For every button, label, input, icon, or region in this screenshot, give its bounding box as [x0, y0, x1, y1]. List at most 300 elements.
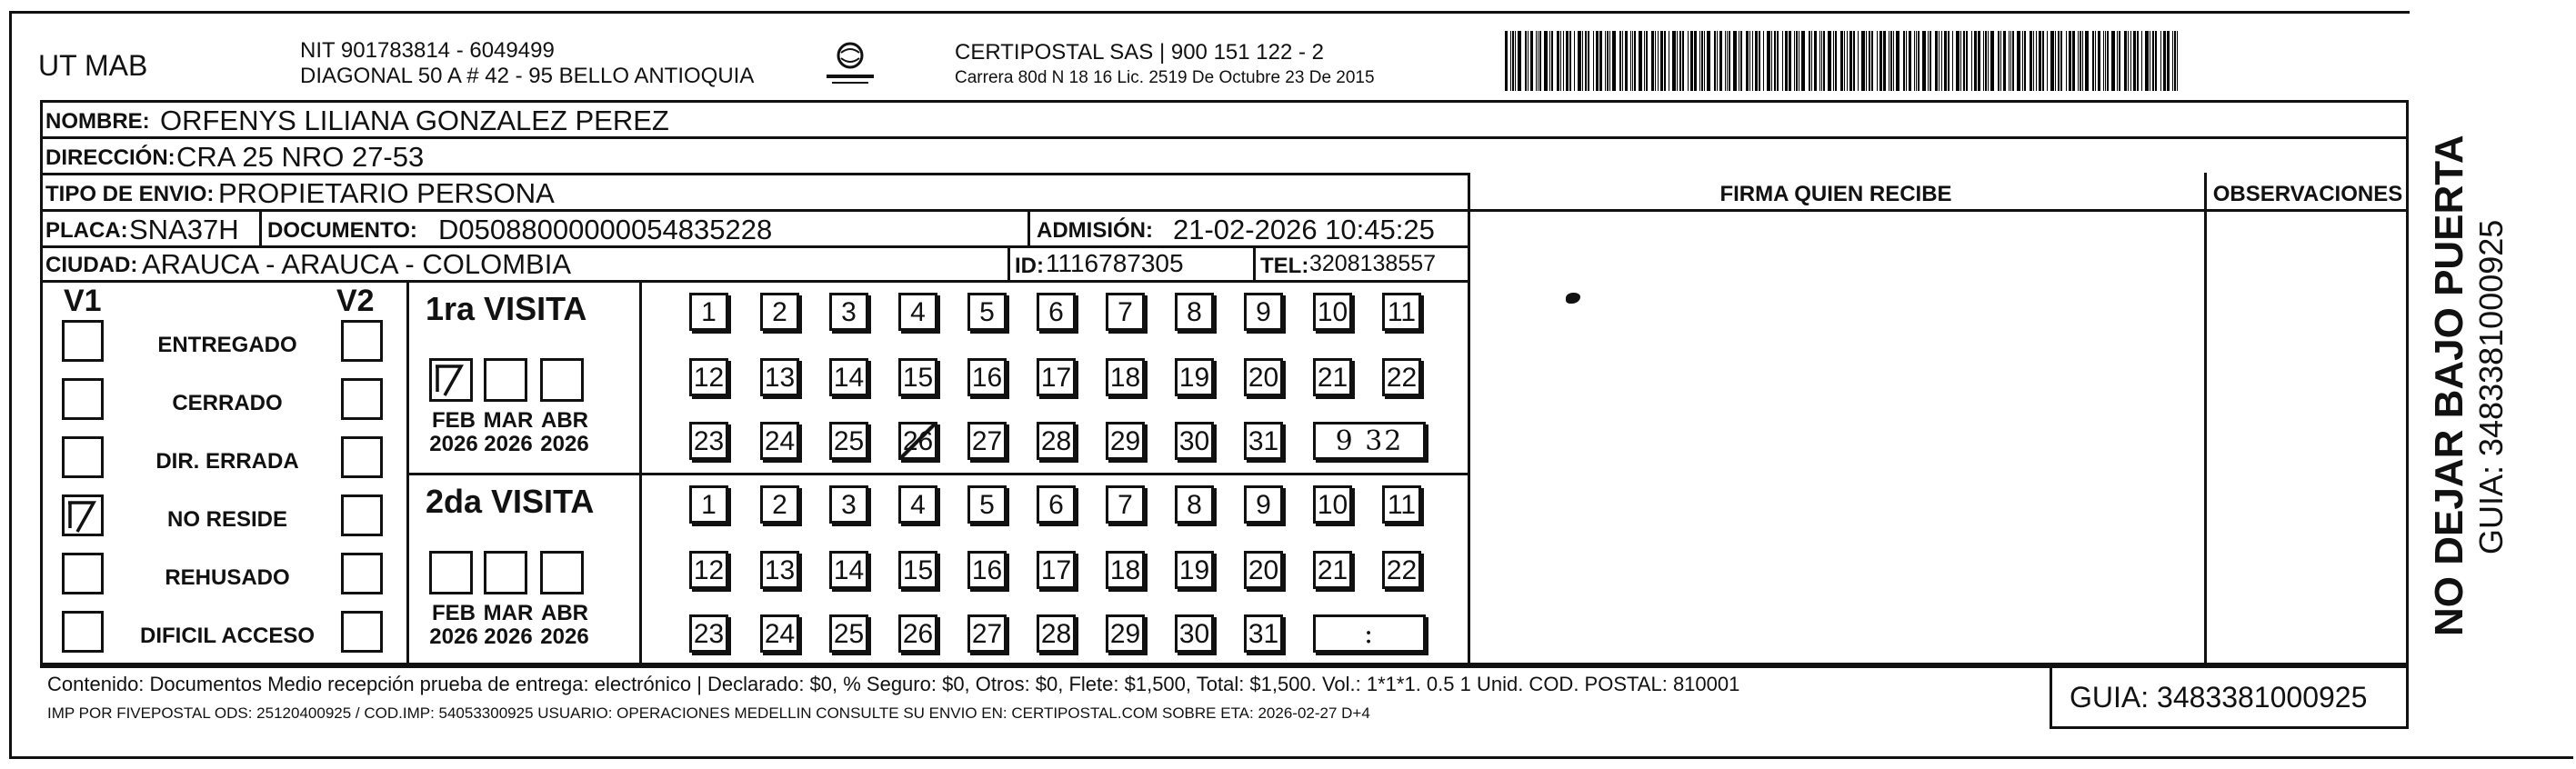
barcode-bar	[2069, 31, 2071, 91]
barcode-bar	[1563, 31, 1564, 91]
barcode-bar	[1701, 31, 1703, 91]
month-label: MAR 2026	[483, 601, 534, 650]
barcode-bar	[2042, 31, 2044, 91]
barcode-bar	[2072, 31, 2075, 91]
barcode-bar	[1879, 31, 1882, 91]
barcode-bar	[1990, 31, 1994, 91]
barcode-bar	[1557, 31, 1559, 91]
visit-2-day-14[interactable]: 14	[829, 551, 868, 589]
visit-1-day-12[interactable]: 12	[689, 358, 728, 396]
visit-2-day-26[interactable]: 26	[898, 614, 937, 653]
admision-label: ADMISIÓN:	[1037, 218, 1153, 243]
barcode-bar	[1752, 31, 1753, 91]
visit-2-day-9[interactable]: 9	[1244, 485, 1283, 524]
month-label: FEB 2026	[429, 601, 478, 650]
v2-checkbox-entregado[interactable]	[341, 320, 383, 362]
barcode-bar	[2105, 31, 2106, 91]
barcode-bar	[1622, 31, 1623, 91]
visit-1-day-27[interactable]: 27	[967, 422, 1007, 460]
visit-1-day-30[interactable]: 30	[1175, 422, 1214, 460]
visit-1-day-3[interactable]: 3	[829, 293, 868, 331]
barcode-bar	[1733, 31, 1737, 91]
barcode-bar	[1971, 31, 1972, 91]
visit-2-day-21[interactable]: 21	[1313, 551, 1352, 589]
footer-content: Contenido: Documentos Medio recepción prueba de entrega: electrónico | Declarado: $0, % Seguro: $0, Otros: $0, Flete: $1,500, Total: $1,500. Vol.: 1*1*1. 0.5 1 Unid. COD. POSTAL: 810001	[47, 673, 1740, 695]
visit-2-day-19[interactable]: 19	[1175, 551, 1214, 589]
barcode-bar	[1952, 31, 1953, 91]
tel-label: TEL:	[1260, 254, 1309, 278]
barcode-bar	[2080, 31, 2081, 91]
barcode-bar	[1755, 31, 1758, 91]
month-label: ABR 2026	[540, 408, 589, 457]
barcode-bar	[2022, 31, 2023, 91]
certipostal-title: CERTIPOSTAL SAS | 900 151 122 - 2	[955, 40, 1324, 65]
barcode-bar	[1536, 31, 1537, 91]
placa-value: SNA37H	[129, 214, 239, 245]
barcode-bar	[1801, 31, 1805, 91]
barcode-bar	[1871, 31, 1873, 91]
barcode-bar	[1861, 31, 1865, 91]
barcode-bar	[2103, 31, 2104, 91]
barcode-bar	[1574, 31, 1575, 91]
visit-1-day-21[interactable]: 21	[1313, 358, 1352, 396]
barcode-bar	[1909, 31, 1911, 91]
barcode-bar	[1896, 31, 1899, 91]
visit-1-day-17[interactable]: 17	[1037, 358, 1076, 396]
visit-2-day-29[interactable]: 29	[1106, 614, 1145, 653]
barcode-bar	[2050, 31, 2054, 91]
v2-checkbox-dificil-acceso[interactable]	[341, 611, 383, 653]
ciudad-label: CIUDAD:	[45, 253, 138, 277]
barcode-bar	[1869, 31, 1870, 91]
v1-checkbox-dificil-acceso[interactable]	[62, 611, 104, 653]
visit-2-day-16[interactable]: 16	[967, 551, 1007, 589]
barcode-bar	[1918, 31, 1919, 91]
side-guia: GUIA: 3483381000925	[2472, 219, 2510, 554]
status-label: DIR. ERRADA	[155, 449, 299, 474]
barcode-bar	[1690, 31, 1693, 91]
barcode-bar	[1727, 31, 1728, 91]
barcode-bar	[1664, 31, 1666, 91]
barcode-bar	[2155, 31, 2157, 91]
barcode-bar	[1809, 31, 1810, 91]
barcode-bar	[1849, 31, 1852, 91]
barcode-bar	[1916, 31, 1917, 91]
barcode-bar	[1844, 31, 1845, 91]
barcode-bar	[1609, 31, 1610, 91]
barcode-bar	[1759, 31, 1760, 91]
visit-2-day-27[interactable]: 27	[967, 614, 1007, 653]
barcode-bar	[1551, 31, 1553, 91]
barcode-bar	[2009, 31, 2010, 91]
visit-1-day-23[interactable]: 23	[689, 422, 728, 460]
documento-label: DOCUMENTO:	[267, 218, 417, 243]
visit-2-day-1[interactable]: 1	[689, 485, 728, 524]
v1-checkbox-entregado[interactable]	[62, 320, 104, 362]
v2-header: V2	[336, 284, 375, 318]
barcode-bar	[2095, 31, 2096, 91]
barcode-bar	[1819, 31, 1820, 91]
v1-checkbox-cerrado[interactable]	[62, 378, 104, 420]
visit-1-day-8[interactable]: 8	[1175, 293, 1214, 331]
barcode-bar	[1605, 31, 1606, 91]
barcode-bar	[1956, 31, 1960, 91]
barcode-bar	[1560, 31, 1561, 91]
visit-2-day-2[interactable]: 2	[760, 485, 799, 524]
barcode-bar	[2177, 31, 2178, 91]
barcode-bar	[1789, 31, 1791, 91]
visit-1-day-14[interactable]: 14	[829, 358, 868, 396]
visit-2-day-11[interactable]: 11	[1382, 485, 1421, 524]
barcode-bar	[2003, 31, 2006, 91]
barcode-bar	[2092, 31, 2094, 91]
barcode-bar	[1858, 31, 1859, 91]
footer-print-info: IMP POR FIVEPOSTAL ODS: 25120400925 / COD.IMP: 54053300925 USUARIO: OPERACIONES MEDELLIN CONSULTE SU ENVIO EN: CERTIPOSTAL.COM SOBRE ETA: 2026-02-27 D+4	[47, 704, 1370, 722]
tipo-envio-label: TIPO DE ENVIO:	[45, 182, 215, 206]
barcode-bar	[2010, 31, 2011, 91]
barcode-bar	[1785, 31, 1788, 91]
barcode-bar	[1655, 31, 1656, 91]
barcode-bar	[1505, 31, 1508, 91]
barcode-bar	[1607, 31, 1609, 91]
barcode-bar	[1704, 31, 1705, 91]
barcode-bar	[1828, 31, 1831, 91]
barcode-bar	[1811, 31, 1812, 91]
v2-checkbox-rehusado[interactable]	[341, 553, 383, 594]
barcode-bar	[1619, 31, 1621, 91]
visit-1-day-5[interactable]: 5	[967, 293, 1007, 331]
barcode-bar	[1883, 31, 1886, 91]
barcode-bar	[1585, 31, 1587, 91]
v1-checkbox-rehusado[interactable]	[62, 553, 104, 594]
visit-2-month-abr[interactable]	[540, 551, 584, 594]
barcode-bar	[1835, 31, 1837, 91]
barcode-bar	[2085, 31, 2089, 91]
barcode-bar	[1866, 31, 1867, 91]
barcode-bar	[1983, 31, 1984, 91]
barcode-bar	[1746, 31, 1749, 91]
barcode-bar	[1677, 31, 1678, 91]
tel-value: 3208138557	[1309, 251, 1437, 276]
visit-2-time-field[interactable]: :	[1313, 614, 1426, 653]
month-label: FEB 2026	[429, 408, 478, 457]
barcode-bar	[1714, 31, 1716, 91]
v2-checkbox-dir-errada[interactable]	[341, 436, 383, 478]
barcode-bar	[2058, 31, 2060, 91]
visit-1-day-11[interactable]: 11	[1382, 293, 1421, 331]
visit-2-day-25[interactable]: 25	[829, 614, 868, 653]
barcode-bar	[2141, 31, 2142, 91]
visit-2-day-23[interactable]: 23	[689, 614, 728, 653]
barcode-bar	[1566, 31, 1569, 91]
visit-2-day-4[interactable]: 4	[898, 485, 937, 524]
barcode-bar	[2055, 31, 2056, 91]
company-nit: NIT 901783814 - 6049499	[300, 38, 555, 63]
visit-2-day-30[interactable]: 30	[1175, 614, 1214, 653]
month-label: ABR 2026	[540, 601, 589, 650]
barcode-bar	[1682, 31, 1684, 91]
visit-1-day-19[interactable]: 19	[1175, 358, 1214, 396]
barcode-bar	[1928, 31, 1929, 91]
barcode-bar	[1948, 31, 1950, 91]
barcode-bar	[1596, 31, 1599, 91]
visit-1-day-31[interactable]: 31	[1244, 422, 1283, 460]
barcode-bar	[1929, 31, 1931, 91]
id-value: 1116787305	[1046, 249, 1184, 277]
id-label: ID:	[1015, 254, 1044, 278]
observaciones-header: OBSERVACIONES	[2212, 182, 2403, 206]
visit-1-day-24[interactable]: 24	[760, 422, 799, 460]
barcode-bar	[1914, 31, 1915, 91]
firma-header: FIRMA QUIEN RECIBE	[1719, 182, 1952, 206]
barcode-bar	[1688, 31, 1689, 91]
visit-1-day-20[interactable]: 20	[1244, 358, 1283, 396]
month-label: MAR 2026	[483, 408, 534, 457]
barcode-bar	[1632, 31, 1633, 91]
barcode-bar	[1679, 31, 1681, 91]
barcode-bar	[1988, 31, 1989, 91]
barcode-bar	[1660, 31, 1663, 91]
status-label: ENTREGADO	[157, 333, 297, 357]
barcode-bar	[1939, 31, 1940, 91]
certipostal-license: Carrera 80d N 18 16 Lic. 2519 De Octubre 23 De 2015	[955, 68, 1375, 87]
visit-1-month-abr[interactable]	[540, 358, 584, 402]
barcode-bar	[1612, 31, 1616, 91]
barcode-bar	[1823, 31, 1825, 91]
barcode-bar	[1853, 31, 1855, 91]
barcode-bar	[1512, 31, 1514, 91]
v1-header: V1	[64, 284, 102, 318]
visit-1-month-feb[interactable]	[429, 358, 473, 402]
tipo-envio-value: PROPIETARIO PERSONA	[218, 177, 555, 209]
barcode-bar	[2152, 31, 2154, 91]
visit-2-day-31[interactable]: 31	[1244, 614, 1283, 653]
barcode-bar	[1763, 31, 1764, 91]
visit-1-day-7[interactable]: 7	[1106, 293, 1145, 331]
visit-2-day-13[interactable]: 13	[760, 551, 799, 589]
barcode-bar	[1599, 31, 1602, 91]
barcode-bar	[1847, 31, 1848, 91]
barcode-bar	[1530, 31, 1533, 91]
status-label: DIFICIL ACCESO	[139, 624, 315, 648]
barcode-bar	[2098, 31, 2100, 91]
barcode-bar	[2119, 31, 2120, 91]
visit-1-day-25[interactable]: 25	[829, 422, 868, 460]
visit-1-day-29[interactable]: 29	[1106, 422, 1145, 460]
barcode-bar	[2167, 31, 2170, 91]
visit-2-day-17[interactable]: 17	[1037, 551, 1076, 589]
barcode-bar	[1588, 31, 1589, 91]
visit-2-day-12[interactable]: 12	[689, 551, 728, 589]
visit-title: 1ra VISITA	[426, 290, 587, 327]
barcode-bar	[1978, 31, 1980, 91]
barcode-bar	[1549, 31, 1550, 91]
barcode-bar	[1966, 31, 1968, 91]
barcode-bar	[1630, 31, 1631, 91]
v1-checkbox-dir-errada[interactable]	[62, 436, 104, 478]
visit-title: 2da VISITA	[426, 483, 595, 520]
visit-2-month-mar[interactable]	[484, 551, 527, 594]
barcode-bar	[1974, 31, 1977, 91]
visit-1-day-22[interactable]: 22	[1382, 358, 1421, 396]
visit-2-day-24[interactable]: 24	[760, 614, 799, 653]
barcode-bar	[1578, 31, 1581, 91]
visit-1-month-mar[interactable]	[484, 358, 527, 402]
visit-2-day-15[interactable]: 15	[898, 551, 937, 589]
barcode-bar	[1774, 31, 1776, 91]
barcode-bar	[1906, 31, 1907, 91]
barcode-bar	[1941, 31, 1942, 91]
barcode-bar	[1528, 31, 1529, 91]
visit-1-day-15[interactable]: 15	[898, 358, 937, 396]
barcode-bar	[1960, 31, 1961, 91]
barcode-bar	[1922, 31, 1926, 91]
barcode-bar	[1963, 31, 1965, 91]
barcode-bar	[2066, 31, 2067, 91]
barcode-bar	[2039, 31, 2041, 91]
visit-2-day-22[interactable]: 22	[1382, 551, 1421, 589]
barcode	[1505, 31, 2182, 91]
barcode-bar	[2082, 31, 2083, 91]
barcode-bar	[1510, 31, 1511, 91]
barcode-bar	[1582, 31, 1583, 91]
visit-1-day-28[interactable]: 28	[1037, 422, 1076, 460]
barcode-bar	[2078, 31, 2079, 91]
barcode-bar	[1814, 31, 1817, 91]
barcode-bar	[1944, 31, 1947, 91]
visit-1-day-10[interactable]: 10	[1313, 293, 1352, 331]
barcode-bar	[1740, 31, 1742, 91]
barcode-bar	[1725, 31, 1726, 91]
barcode-bar	[1893, 31, 1894, 91]
barcode-bar	[2107, 31, 2109, 91]
barcode-bar	[2145, 31, 2149, 91]
status-label: REHUSADO	[165, 565, 290, 590]
visit-1-day-6[interactable]: 6	[1037, 293, 1076, 331]
visit-2-day-3[interactable]: 3	[829, 485, 868, 524]
barcode-bar	[1749, 31, 1750, 91]
visit-2-day-5[interactable]: 5	[967, 485, 1007, 524]
visit-1-day-9[interactable]: 9	[1244, 293, 1283, 331]
visit-1-day-26[interactable]: 26	[898, 422, 937, 460]
nombre-value: ORFENYS LILIANA GONZALEZ PEREZ	[160, 105, 669, 136]
barcode-bar	[2128, 31, 2129, 91]
visit-2-day-10[interactable]: 10	[1313, 485, 1352, 524]
barcode-bar	[1719, 31, 1722, 91]
barcode-bar	[2160, 31, 2161, 91]
barcode-bar	[1625, 31, 1628, 91]
barcode-bar	[1794, 31, 1795, 91]
visit-1-time-field[interactable]: 9 32	[1313, 422, 1426, 460]
barcode-bar	[2172, 31, 2173, 91]
barcode-bar	[1985, 31, 1987, 91]
barcode-bar	[1515, 31, 1516, 91]
footer-guia: GUIA: 3483381000925	[2070, 681, 2368, 714]
barcode-bar	[1593, 31, 1594, 91]
barcode-bar	[1903, 31, 1905, 91]
barcode-bar	[1538, 31, 1539, 91]
barcode-bar	[2133, 31, 2136, 91]
visit-2-day-7[interactable]: 7	[1106, 485, 1145, 524]
visit-1-day-4[interactable]: 4	[898, 293, 937, 331]
visit-2-month-feb[interactable]	[429, 551, 473, 594]
barcode-bar	[1518, 31, 1521, 91]
direccion-value: CRA 25 NRO 27-53	[176, 141, 425, 173]
barcode-bar	[1840, 31, 1843, 91]
placa-label: PLACA:	[45, 218, 128, 243]
barcode-bar	[2036, 31, 2037, 91]
documento-value: D05088000000054835228	[438, 214, 773, 245]
visit-2-day-8[interactable]: 8	[1175, 485, 1214, 524]
barcode-bar	[1644, 31, 1645, 91]
barcode-bar	[1833, 31, 1834, 91]
company-address: DIAGONAL 50 A # 42 - 95 BELLO ANTIOQUIA	[300, 64, 755, 88]
barcode-bar	[1544, 31, 1548, 91]
barcode-bar	[1699, 31, 1700, 91]
barcode-bar	[1658, 31, 1659, 91]
direccion-label: DIRECCIÓN:	[45, 145, 175, 170]
v2-checkbox-cerrado[interactable]	[341, 378, 383, 420]
barcode-bar	[1777, 31, 1779, 91]
status-label: NO RESIDE	[166, 507, 288, 532]
barcode-bar	[2117, 31, 2118, 91]
company-name: UT MAB	[38, 49, 148, 82]
visit-1-day-18[interactable]: 18	[1106, 358, 1145, 396]
barcode-bar	[1646, 31, 1648, 91]
barcode-bar	[1694, 31, 1697, 91]
barcode-bar	[1707, 31, 1710, 91]
visit-2-day-20[interactable]: 20	[1244, 551, 1283, 589]
v2-checkbox-no-reside[interactable]	[341, 494, 383, 536]
barcode-bar	[2024, 31, 2026, 91]
visit-1-day-16[interactable]: 16	[967, 358, 1007, 396]
barcode-bar	[1569, 31, 1571, 91]
barcode-bar	[1998, 31, 2000, 91]
nombre-label: NOMBRE:	[45, 109, 150, 134]
barcode-bar	[1651, 31, 1654, 91]
v1-checkbox-no-reside[interactable]	[62, 494, 104, 536]
barcode-bar	[2030, 31, 2032, 91]
barcode-bar	[1935, 31, 1938, 91]
visit-1-day-13[interactable]: 13	[760, 358, 799, 396]
barcode-bar	[2033, 31, 2034, 91]
barcode-bar	[1890, 31, 1892, 91]
barcode-bar	[2174, 31, 2176, 91]
barcode-bar	[1717, 31, 1718, 91]
visit-2-day-18[interactable]: 18	[1106, 551, 1145, 589]
barcode-bar	[2012, 31, 2014, 91]
barcode-bar	[1796, 31, 1798, 91]
visit-1-day-1[interactable]: 1	[689, 293, 728, 331]
barcode-bar	[1877, 31, 1878, 91]
ciudad-value: ARAUCA - ARAUCA - COLOMBIA	[142, 248, 571, 280]
barcode-bar	[1539, 31, 1541, 91]
visit-2-day-28[interactable]: 28	[1037, 614, 1076, 653]
barcode-bar	[1821, 31, 1822, 91]
barcode-bar	[2163, 31, 2166, 91]
barcode-bar	[2047, 31, 2048, 91]
barcode-bar	[1771, 31, 1772, 91]
barcode-bar	[2060, 31, 2062, 91]
barcode-bar	[1672, 31, 1676, 91]
barcode-bar	[2111, 31, 2115, 91]
barcode-bar	[1767, 31, 1770, 91]
barcode-bar	[2124, 31, 2127, 91]
visit-1-day-2[interactable]: 2	[760, 293, 799, 331]
visit-2-day-6[interactable]: 6	[1037, 485, 1076, 524]
no-dejar-warning: NO DEJAR BAJO PUERTA	[2427, 135, 2471, 636]
barcode-bar	[1639, 31, 1642, 91]
